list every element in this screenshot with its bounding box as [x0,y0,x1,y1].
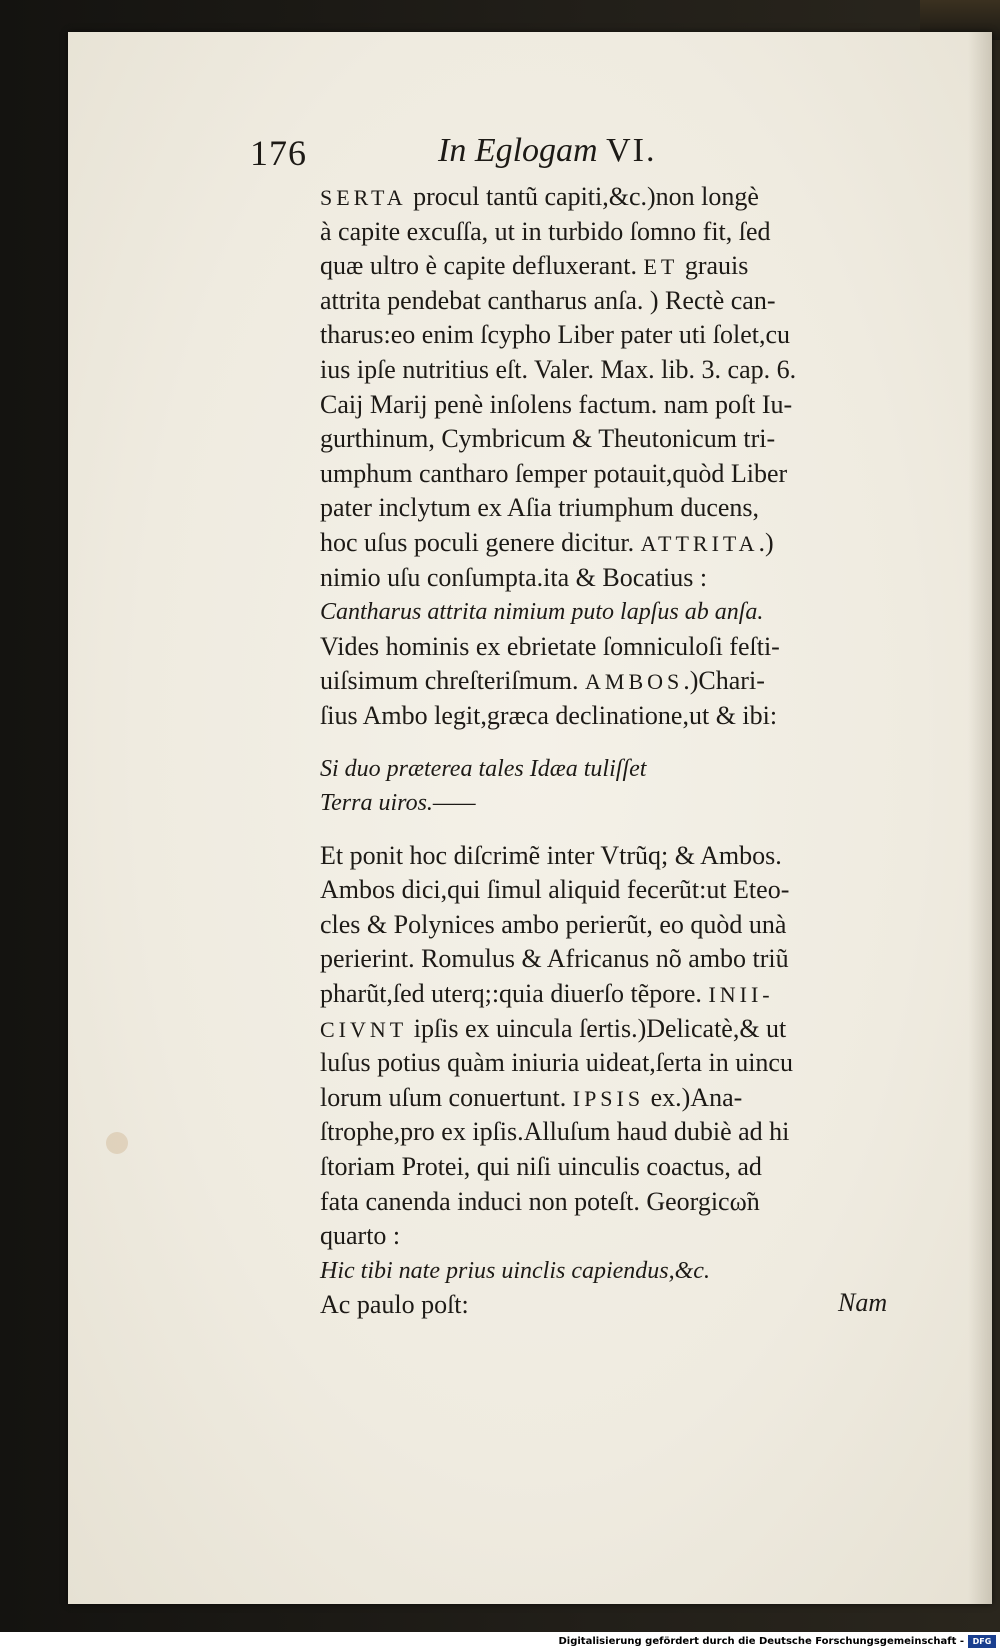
text-line [320,249,906,284]
line-text: ſtrophe,pro ex ipſis.Alluſum haud dubiè ad hi [320,1117,790,1147]
line-text: Et ponit hoc diſcrimẽ inter Vtrũq; & Ambos. [320,840,782,870]
running-title-numeral: VI. [606,132,657,169]
line-tail: grauis [678,251,749,281]
line-text: Si duo præterea tales Idæa tuliſſet [320,755,647,782]
line-text: hoc uſus poculi genere dicitur. [320,527,641,557]
line-text: tharus:eo enim ſcypho Liber pater uti ſolet,cu [320,320,791,350]
line-text: Ambos dici,qui ſimul aliquid fecerũt:ut Eteo- [320,875,790,905]
digitization-footer [0,1632,1000,1651]
line-text: cles & Polynices ambo perierũt, eo quòd unà [320,909,787,939]
text-line [320,353,906,388]
lemma: CIVNT [320,1016,408,1042]
text-line [320,1012,906,1047]
text-line [320,491,906,526]
line-text: procul tantũ capiti,&c.)non longè [406,182,759,211]
line-text: Caij Marij penè inſolens factum. nam poſt Iu- [320,389,793,419]
line-text: quarto : [320,1221,401,1251]
page-edge-shadow [968,32,992,1604]
running-title [438,132,656,170]
text-line [320,1046,906,1081]
line-text: Ac paulo poſt: [320,1290,469,1320]
text-line [320,873,906,908]
commentary-text [320,180,906,1323]
quotation-line [320,595,906,630]
text-line [320,1150,906,1185]
quotation-line [320,1254,906,1289]
dfg-logo-icon: DFG [968,1635,996,1648]
line-text: Hic tibi nate prius uinclis capiendus,&c. [320,1257,710,1284]
lemma: SERTA [320,185,407,210]
text-line [320,839,906,874]
lemma: IPSIS [572,1085,645,1111]
line-text: lorum uſum conuertunt. [320,1082,573,1112]
quotation-line [320,752,906,787]
text-line [320,388,906,423]
catchword: Nam [838,1288,888,1317]
line-text: perierint. Romulus & Africanus nõ ambo triũ [320,944,789,974]
text-line [320,215,906,250]
line-text: Cantharus attrita nimium puto lapſus ab anſa. [320,599,764,626]
text-line [320,180,906,215]
text-line [320,977,906,1012]
text-line [320,908,906,943]
lemma: ATTRITA [640,530,759,556]
line-tail: .) [758,527,774,557]
text-line [320,1288,906,1323]
paper-stain [106,1132,128,1154]
text-line [320,664,906,699]
page-number: 176 [250,133,307,173]
line-text: gurthinum, Cymbricum & Theutonicum tri- [320,424,776,454]
text-line [320,422,906,457]
line-text: ſtoriam Protei, qui niſi uinculis coactus, ad [320,1152,762,1182]
line-text: quæ ultro è capite defluxerant. [320,251,644,281]
running-title-text: In Eglogam [438,132,598,169]
text-line [320,561,906,596]
text-line [320,699,906,734]
line-text: umphum cantharo ſemper potauit,quòd Liber [320,458,788,488]
lemma: AMBOS [585,669,684,695]
line-tail: .)Chari- [683,666,765,696]
footer-credit: Digitalisierung gefördert durch die Deutsche Forschungsgemeinschaft - [558,1636,964,1647]
line-text: Terra uiros.—— [320,790,476,817]
text-line [320,1081,906,1116]
text-line [320,1115,906,1150]
line-text: nimio uſu conſumpta.ita & Bocatius : [320,562,708,592]
line-text: Vides hominis ex ebrietate ſomniculoſi feſti- [320,631,780,661]
line-tail: ex.)Ana- [644,1082,743,1112]
text-line [320,457,906,492]
text-line [320,1219,906,1254]
text-line [320,1185,906,1220]
line-text: attrita pendebat cantharus anſa. ) Rectè can- [320,285,776,315]
lemma: ET [643,254,679,280]
text-line [320,526,906,561]
page-header [250,132,770,180]
line-text: luſus potius quàm iniuria uideat,ſerta in uincu [320,1048,793,1078]
line-text: pharũt,ſed uterq;:quia diuerſo tẽpore. [320,979,709,1009]
line-text: à capite excuſſa, ut in turbido ſomno fit, ſed [320,216,771,246]
line-text: uiſsimum chreſteriſmum. [320,666,586,696]
line-text: ſius Ambo legit,græca declinatione,ut & ibi: [320,700,778,730]
text-line [320,284,906,319]
line-gap [320,821,906,839]
line-gap [320,734,906,752]
lemma: INII- [708,982,774,1008]
line-text: pater inclytum ex Aſia triumphum ducens, [320,493,760,523]
quotation-line [320,786,906,821]
text-line [320,942,906,977]
line-text: ius ipſe nutritius eſt. Valer. Max. lib. 3. cap. 6. [320,354,797,384]
line-text: ipſis ex uincula ſertis.)Delicatè,& ut [407,1013,787,1043]
text-line [320,630,906,665]
line-text: fata canenda induci non poteſt. Georgicω̃n [320,1186,760,1216]
text-line [320,318,906,353]
